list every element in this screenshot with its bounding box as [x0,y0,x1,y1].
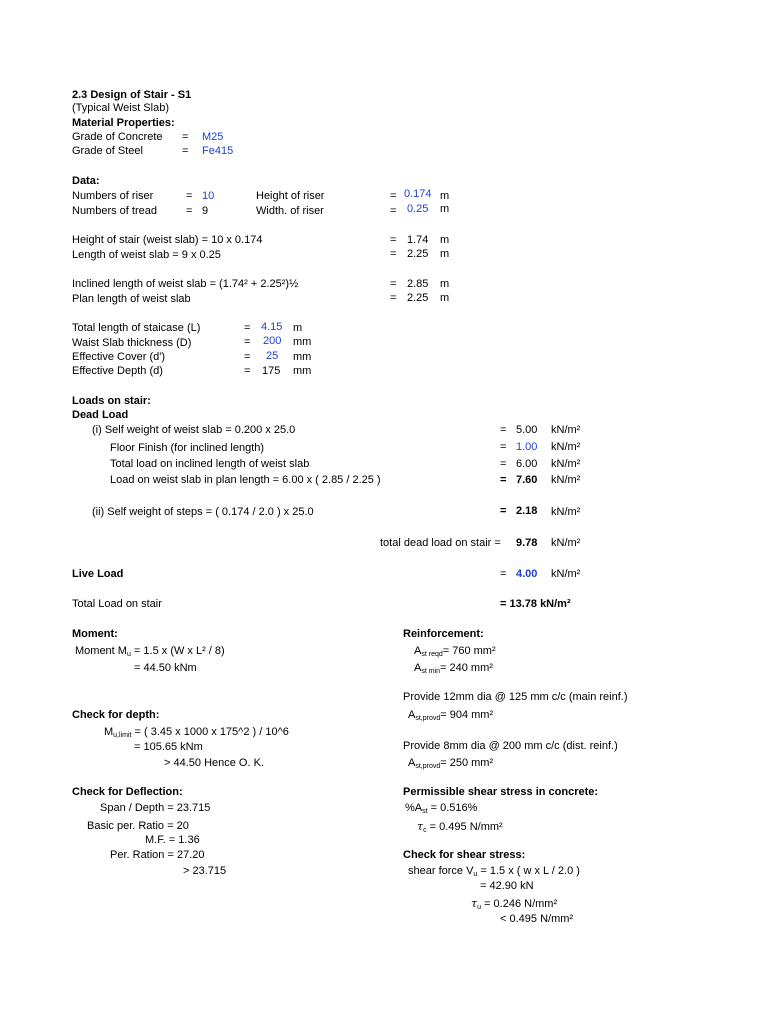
effective-cover-value: 25 [266,350,279,362]
slab-length-label: Length of weist slab = 9 x 0.25 [72,249,221,261]
tau-u-value: $\tau_u = 0.246$ N/mm² [471,897,558,911]
mu-limit-formula: $M_{u,limit}$ = ( 3.45 x 1000 x 175^2 ) / 10^6 [104,726,289,739]
total-length-value: 4.15 [261,321,283,333]
equals-sign: = [182,145,189,157]
self-weight-label: (i) Self weight of weist slab = 0.200 x 25.0 [92,424,296,436]
inclined-length-value: 2.85 [407,278,429,290]
effective-depth-label: Effective Depth (d) [72,365,163,377]
equals-sign: = [390,190,397,202]
moment-value: = 44.50 kNm [134,662,197,674]
equals-sign: = [390,248,397,260]
moment-formula: Moment $M_u = 1.5$ x (W x L² / 8) [75,645,225,658]
reinforcement-heading: Reinforcement: [403,628,484,640]
total-load-label: Total Load on stair [72,598,162,610]
inclined-length-label: Inclined length of weist slab = (1.74² + 2.25²)½ [72,278,299,290]
moment-heading: Moment: [72,628,118,640]
total-length-label: Total length of staicase (L) [72,322,201,334]
steel-grade-value: Fe415 [202,145,234,157]
steps-weight-label: (ii) Self weight of steps = ( 0.174 / 2.0 ) x 25.0 [92,506,314,518]
equals-sign: = [500,424,507,436]
mu-limit-value: = 105.65 kNm [134,741,203,753]
risers-value: 10 [202,190,215,202]
span-depth-ratio: Span / Depth = 23.715 [100,802,211,814]
concrete-grade-value: M25 [202,131,224,143]
concrete-label: Grade of Concrete [72,131,163,143]
equals-sign: = [186,205,193,217]
unit-m: m [440,203,450,215]
ast-provided-main: $A_{st,provd}= 904$ mm² [408,709,494,722]
equals-sign: = [244,365,251,377]
permissible-ratio: Per. Ration = 27.20 [110,849,205,861]
deflection-heading: Check for Deflection: [72,786,183,798]
shear-check-heading: Check for shear stress: [403,849,526,861]
equals-sign: = [390,234,397,246]
equals-sign: = [500,458,507,470]
equals-sign: = [500,474,507,486]
unit-kn-m2: kN/m² [551,568,581,580]
dead-load-heading: Dead Load [72,409,129,421]
unit-kn-m2: kN/m² [551,441,581,453]
floor-finish-value: 1.00 [516,441,538,453]
material-heading: Material Properties: [72,117,175,129]
equals-sign: = [182,131,189,143]
unit-m: m [440,234,450,246]
treads-value: 9 [202,205,209,217]
main-reinforcement-provided: Provide 12mm dia @ 125 mm c/c (main reinf.) [403,691,628,703]
floor-finish-label: Floor Finish (for inclined length) [110,442,265,454]
slab-thickness-label: Waist Slab thickness (D) [72,337,192,349]
unit-mm: mm [293,365,312,377]
plan-length-label: Plan length of weist slab [72,293,191,305]
loads-heading: Loads on stair: [72,395,151,407]
unit-m: m [440,278,450,290]
risers-label: Numbers of riser [72,190,154,202]
total-dead-label: total dead load on stair = [380,537,501,549]
equals-sign: = [390,205,397,217]
ast-provided-dist: $A_{st,provd}= 250$ mm² [408,757,494,770]
stair-height-label: Height of stair (weist slab) = 10 x 0.174 [72,234,263,246]
equals-sign: = [244,351,251,363]
unit-kn-m2: kN/m² [551,474,581,486]
live-load-value: 4.00 [516,568,538,580]
slab-thickness-value: 200 [263,335,282,347]
equals-sign: = [500,505,507,517]
total-inclined-label: Total load on inclined length of weist slab [110,458,310,470]
shear-check-result: < 0.495 N/mm² [500,913,574,925]
equals-sign: = [186,190,193,202]
plan-load-value: 7.60 [516,474,538,486]
equals-sign: = [244,336,251,348]
tau-c-value: $\tau_c = 0.495$ N/mm² [417,820,503,834]
data-heading: Data: [72,175,100,187]
unit-m: m [440,248,450,260]
unit-m: m [440,292,450,304]
equals-sign: = [390,292,397,304]
basic-ratio: Basic per. Ratio = 20 [87,820,189,832]
steps-weight-value: 2.18 [516,505,538,517]
shear-force-value: = 42.90 kN [480,880,534,892]
depth-check-result: > 44.50 Hence O. K. [164,757,264,769]
plan-load-label: Load on weist slab in plan length = 6.00 x ( 2.85 / 2.25 ) [110,474,381,486]
unit-kn-m2: kN/m² [551,537,581,549]
modification-factor: M.F. = 1.36 [145,834,200,846]
stair-height-value: 1.74 [407,234,429,246]
live-load-heading: Live Load [72,568,124,580]
total-inclined-value: 6.00 [516,458,538,470]
unit-mm: mm [293,351,312,363]
deflection-result: > 23.715 [183,865,227,877]
riser-width-value: 0.25 [407,203,429,215]
equals-sign: = [390,278,397,290]
unit-m: m [293,322,303,334]
slab-length-value: 2.25 [407,248,429,260]
ast-required: $A_{st reqd}= 760$ mm² [414,645,496,658]
plan-length-value: 2.25 [407,292,429,304]
riser-width-label: Width. of riser [256,205,324,217]
self-weight-value: 5.00 [516,424,538,436]
ast-percentage: $\%A_{st} = 0.516\%$ [405,802,478,815]
section-title: 2.3 Design of Stair - S1 [72,89,192,101]
effective-depth-value: 175 [262,365,281,377]
unit-mm: mm [293,336,312,348]
total-dead-value: 9.78 [516,537,538,549]
permissible-shear-heading: Permissible shear stress in concrete: [403,786,599,798]
unit-kn-m2: kN/m² [551,424,581,436]
total-load-value: = 13.78 kN/m² [500,598,571,610]
treads-label: Numbers of tread [72,205,157,217]
ast-minimum: $A_{st min}= 240$ mm² [414,662,493,675]
equals-sign: = [244,322,251,334]
unit-kn-m2: kN/m² [551,506,581,518]
effective-cover-label: Effective Cover (d') [72,351,165,363]
shear-force-formula: shear force $V_u = 1.5$ x ( w x L / 2.0 ) [408,865,580,878]
unit-kn-m2: kN/m² [551,458,581,470]
depth-check-heading: Check for depth: [72,709,160,721]
dist-reinforcement-provided: Provide 8mm dia @ 200 mm c/c (dist. reinf.) [403,740,618,752]
equals-sign: = [500,568,507,580]
steel-label: Grade of Steel [72,145,143,157]
equals-sign: = [500,441,507,453]
section-subtitle: (Typical Weist Slab) [72,102,169,114]
unit-m: m [440,190,450,202]
riser-height-label: Height of riser [256,190,325,202]
riser-height-value: 0.174 [404,188,432,200]
